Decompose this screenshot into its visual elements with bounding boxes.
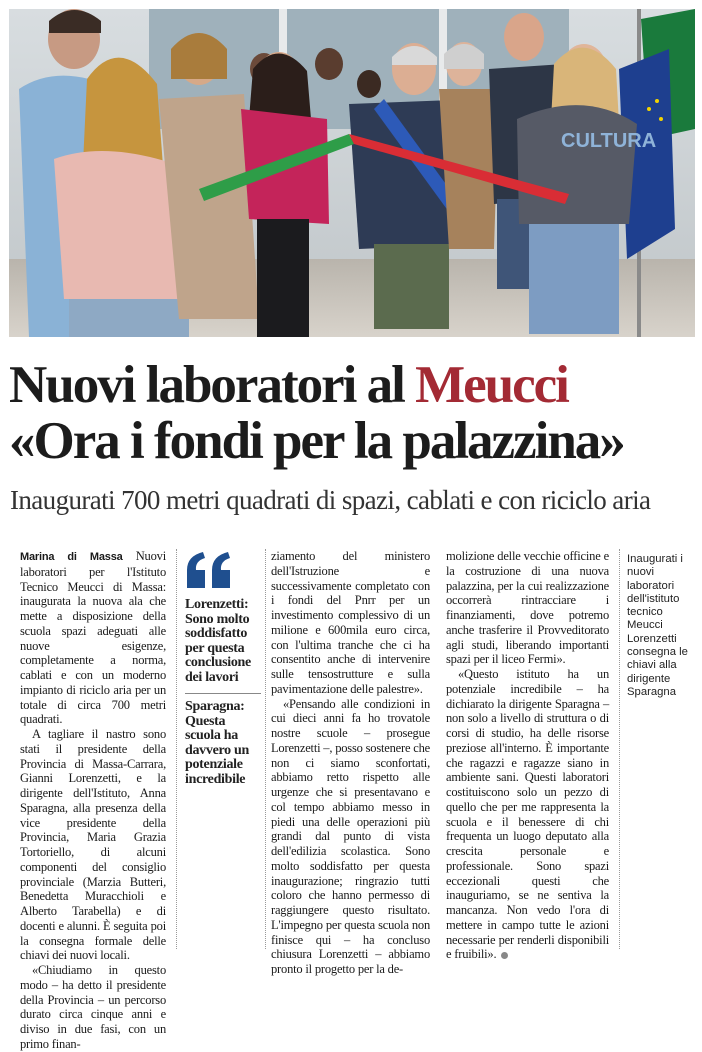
column-separator bbox=[619, 549, 620, 949]
pullquote-divider bbox=[185, 693, 261, 694]
paragraph-6: molizione delle vecchie officine e la costruzione di una nuova palazzina, per la cui realizzazione occorrerà rintracciare i finanziamenti, dove potremo anche trasferire il Provveditorato agli studi, liberando importanti spazi per il liceo Fermi». bbox=[446, 549, 609, 667]
paragraph-3: «Chiudiamo in questo modo – ha detto il presidente della Provincia – un percorso durato circa cinque anni e diviso in due fasi, con un primo finan- bbox=[20, 963, 166, 1051]
headline-accent: Meucci bbox=[415, 356, 568, 414]
photo-caption: Inaugurati i nuovi laboratori dell'istituto tecnico Meucci Lorenzetti consegna le chiavi alla dirigente Sparagna bbox=[627, 553, 688, 698]
quote-icon bbox=[185, 552, 233, 590]
article-photo bbox=[9, 9, 695, 337]
column-separator bbox=[265, 549, 266, 949]
paragraph-4: ziamento del ministero dell'Istruzione e successivamente completato con i fondi del Pnrr per un investimento complessivo di un milione e 600mila euro circa, con l'ultima tranche che ci ha consentito anche di intervenire sulle tensostrutture e sulla pavimentazione delle palestre». bbox=[271, 549, 430, 696]
subtitle: Inaugurati 700 metri quadrati di spazi, cablati e con riciclo aria bbox=[10, 485, 651, 515]
pullquote-column bbox=[185, 552, 261, 787]
end-of-article-icon bbox=[501, 952, 508, 959]
dateline: Marina di Massa bbox=[20, 551, 123, 563]
paragraph-7-text: «Questo istituto ha un potenziale incredibile – ha dichiarato la dirigente Sparagna – non solo a livello di struttura o di corsi di studio, ha delle risorse preziose all'interno. È importante che ragazzi e ragazze siano in ambiente sani. Questi laboratori costituiscono solo un pezzo di quello che per me rappresenta la scuola e il benessere di chi frequenta un luogo deputato alla crescita personale e professionale. Sono spazi eccezionali questi che inauguriamo, se ne sentiva la mancanza. Non vedo l'ora di mettere in campo tutte le azioni necessarie per renderli disponibili e fruibili». bbox=[446, 667, 609, 962]
article-column-1 bbox=[20, 549, 166, 1052]
paragraph-7 bbox=[446, 667, 609, 962]
paragraph-1 bbox=[20, 549, 166, 727]
article-column-4 bbox=[446, 549, 609, 962]
column-separator bbox=[176, 549, 177, 949]
paragraph-2: A tagliare il nastro sono stati il presidente della Provincia di Massa-Carrara, Gianni Lorenzetti, e la dirigente dell'Istituto, Anna Sparagna, alla presenza della vice presidente della Provincia, Maria Grazia Tortoriello, di alcuni componenti del consiglio provinciale (Marzia Butteri, Benedetta Muracchioli e Alberto Tarabella) e di docenti e alunni. È seguita poi la consegna formale delle chiavi dei nuovi locali. bbox=[20, 727, 166, 963]
pullquote-lorenzetti: Lorenzetti: Sono molto soddisfatto per questa conclusione dei lavori bbox=[185, 597, 251, 685]
article-column-3 bbox=[271, 549, 430, 977]
pullquote-sparagna: Sparagna: Questa scuola ha davvero un potenziale incredibile bbox=[185, 699, 250, 787]
headline-part1: Nuovi laboratori al bbox=[9, 356, 416, 414]
paragraph-1-text: Nuovi laboratori per l'Istituto Tecnico Meucci di Massa: inaugurata la nuova ala che mette a disposizione della scuola spazi adeguati alle nuove esigenze, completamente a norma, cablati e con un moderno impianto di riciclo aria per un totale di circa 700 metri quadrati. bbox=[20, 549, 166, 727]
headline-line-2: «Ora i fondi per la palazzina» bbox=[9, 412, 624, 470]
paragraph-5: «Pensando alle condizioni in cui dieci anni fa ho trovatole nostre scuole – prosegue Lorenzetti –, posso sostenere che non ci siamo sconfortati, abbiamo retto rispetto alle urgenze che si presentavano e col tempo abbiamo messo in piedi una delle operazioni più grandi dal punto di vista dell'edilizia scolastica. Sono molto soddisfatto per questa inaugurazione; ringrazio tutti coloro che hanno permesso di raggiungere questo risultato. L'impegno per questa scuola non finisce qui – ha concluso chiusura Lorenzetti – abbiamo pronto il progetto per la de- bbox=[271, 696, 430, 976]
headline-line-1 bbox=[9, 358, 699, 412]
sweatshirt-text: CULTURA bbox=[561, 130, 657, 152]
